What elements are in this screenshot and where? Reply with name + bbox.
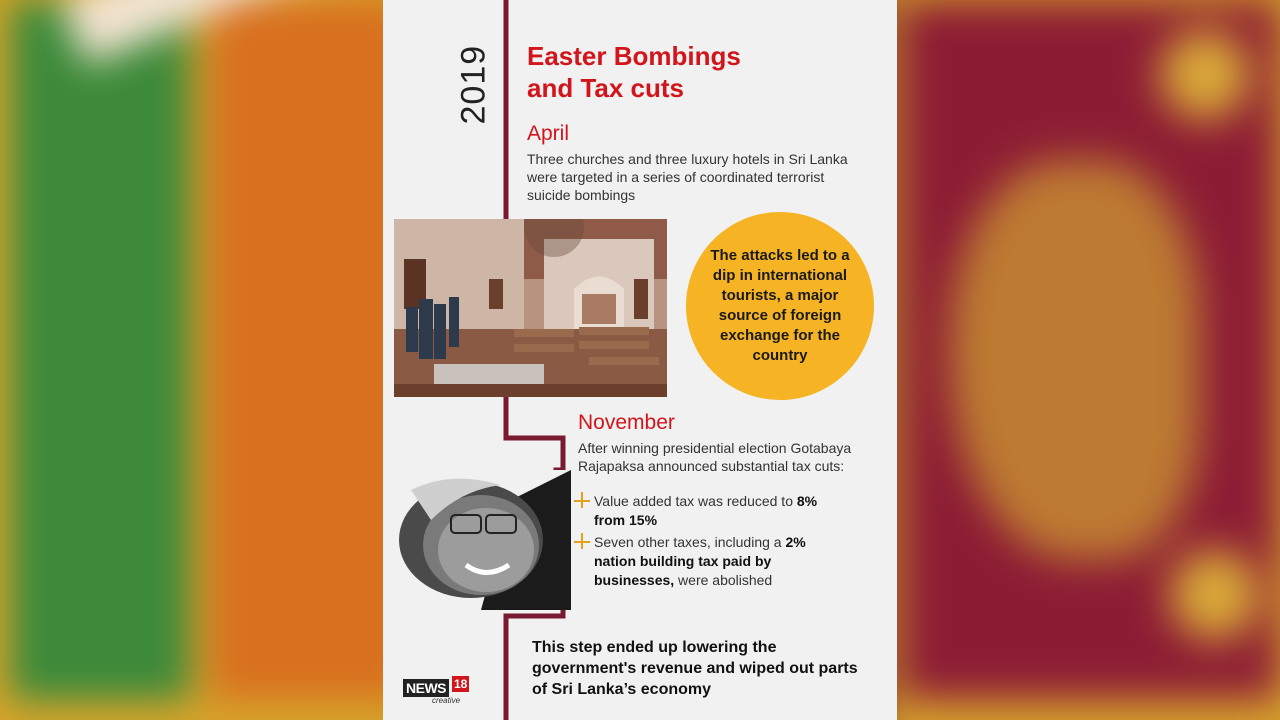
- conclusion-text: This step ended up lowering the government's revenue and wiped out parts of Sri Lanka’s economy: [532, 639, 858, 698]
- year-label: 2019: [454, 44, 493, 125]
- logo-creative: creative: [432, 696, 461, 705]
- infographic-card: [383, 0, 897, 720]
- callout-text: The attacks led to a dip in international tourists, a major source of foreign exchange for the country: [710, 247, 850, 364]
- plus-icon: [574, 492, 592, 510]
- bullet-vat-reduction: [578, 492, 848, 530]
- november-description: After winning presidential election Gotabaya Rajapaksa announced substantial tax cuts:: [578, 440, 852, 474]
- tourism-impact-callout: [686, 212, 874, 400]
- april-description: Three churches and three luxury hotels in Sri Lanka were targeted in a series of coordinated terrorist suicide bombings: [527, 151, 848, 203]
- plus-icon: [574, 533, 592, 551]
- april-heading: April: [527, 122, 570, 145]
- bullet-1-text: Value added tax was reduced to: [594, 493, 797, 509]
- title-line-1: Easter Bombings: [527, 41, 741, 71]
- flag-left-blur: [0, 0, 430, 720]
- flag-right-blur: [880, 0, 1280, 720]
- bullet-taxes-abolished: [578, 533, 818, 590]
- bullet-2-post: were abolished: [674, 572, 773, 588]
- november-heading: November: [578, 411, 675, 434]
- bullet-2-text: Seven other taxes, including a: [594, 534, 786, 550]
- gotabaya-rajapaksa-portrait: [391, 470, 571, 610]
- church-damage-photo: [394, 219, 667, 397]
- news18-creative-logo: [403, 676, 473, 705]
- logo-number: 18: [454, 677, 468, 691]
- logo-news: NEWS: [403, 679, 449, 697]
- title-line-2: and Tax cuts: [527, 73, 685, 103]
- bullet-2-bold: 2% nation building tax paid by businesses,: [594, 534, 806, 588]
- bullet-1-bold: 8% from 15%: [594, 493, 818, 528]
- page-title: [527, 40, 867, 104]
